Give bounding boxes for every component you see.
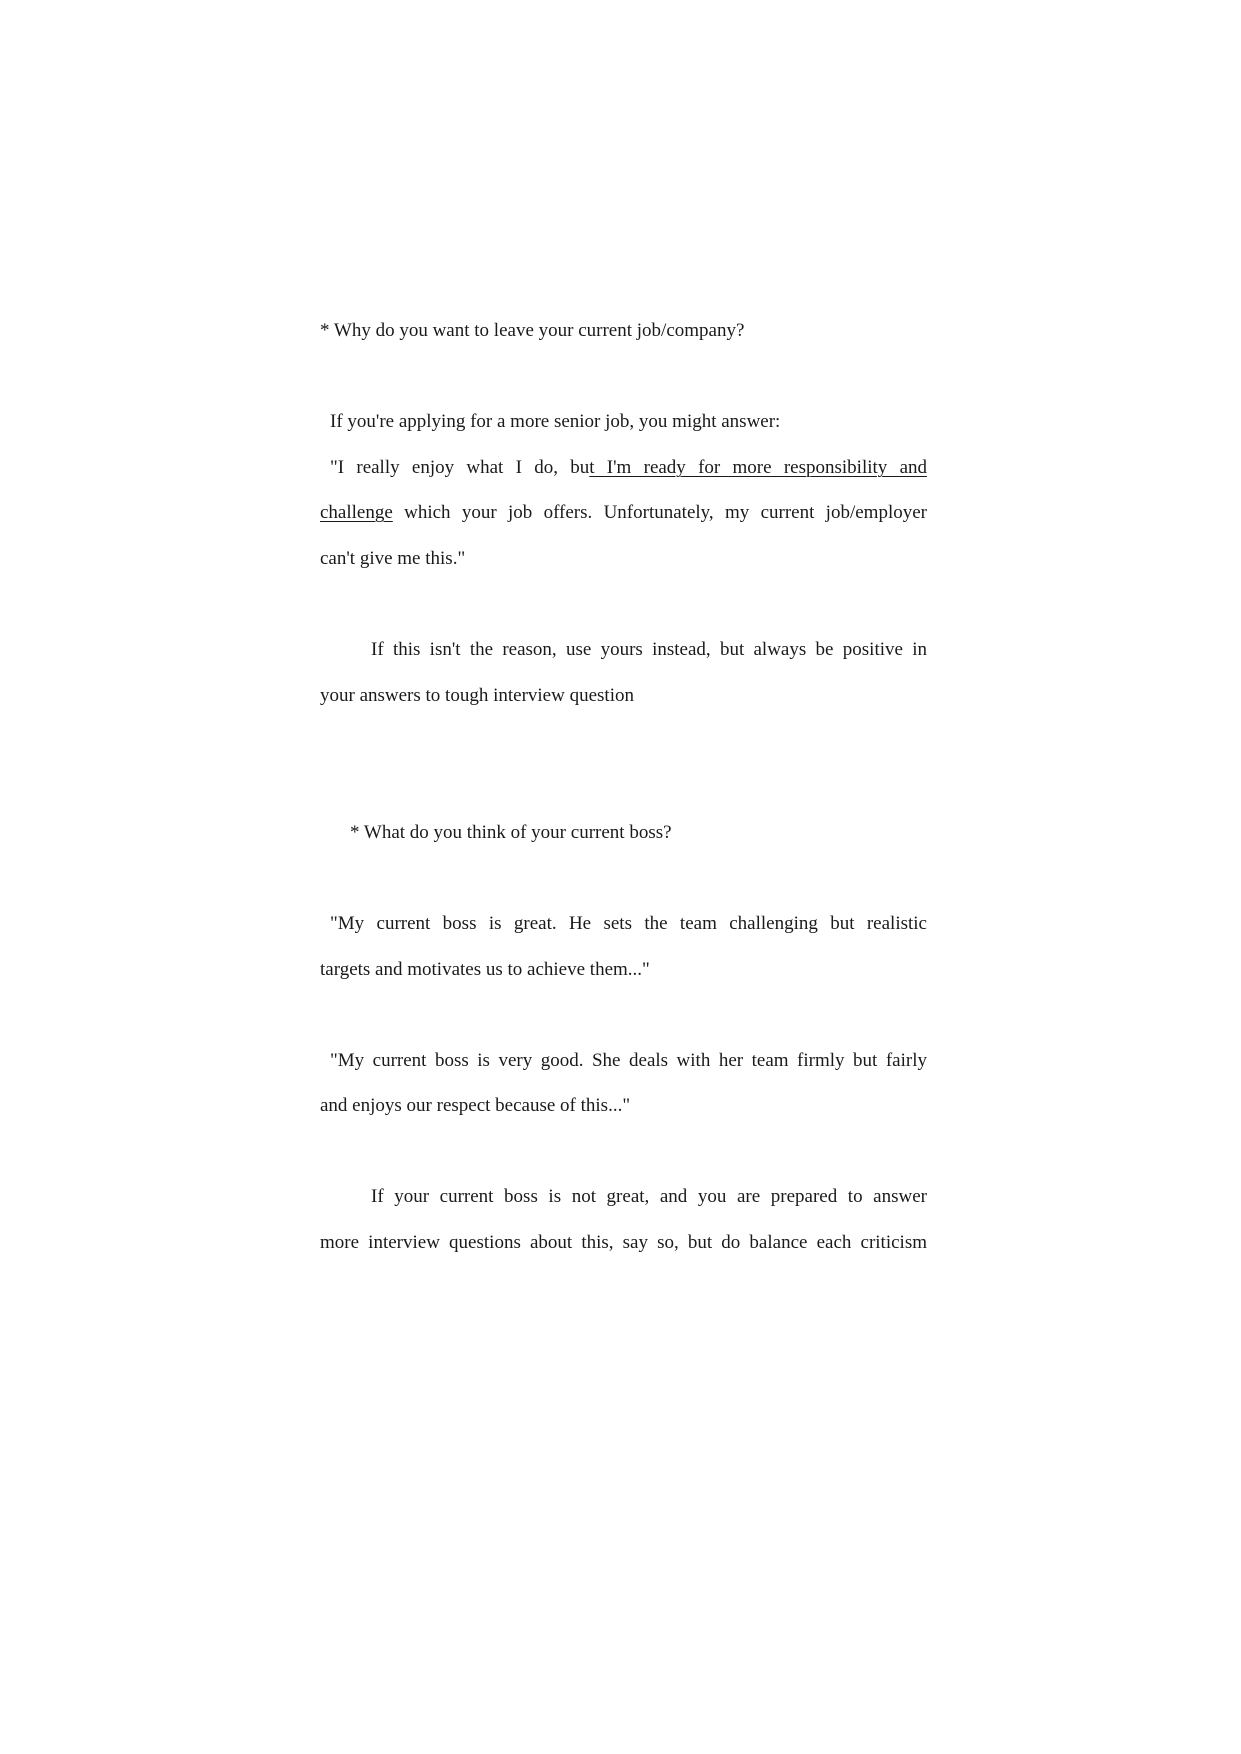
answer-1-line-2: targets and motivates us to achieve them..." <box>320 959 650 980</box>
quote-line-2 <box>320 501 927 525</box>
question-current-boss: * What do you think of your current boss? <box>350 822 672 843</box>
advice-2-line-2: more interview questions about this, say so, but do balance each criticism <box>320 1232 927 1253</box>
quote-line-1 <box>330 456 927 480</box>
answer-1-line-1: "My current boss is great. He sets the team challenging but realistic <box>330 913 927 934</box>
quote-line-2-underlined: challenge <box>320 502 393 523</box>
advice-1-line-1: If this isn't the reason, use yours instead, but always be positive in <box>371 639 927 660</box>
quote-line-3: can't give me this." <box>320 548 466 569</box>
quote-line-1-underlined: t I'm ready for more responsibility and <box>589 457 928 478</box>
answer-2-line-1: "My current boss is very good. She deals with her team firmly but fairly <box>330 1050 927 1071</box>
advice-2-line-1: If your current boss is not great, and you are prepared to answer <box>371 1186 927 1207</box>
question-leave-job: * Why do you want to leave your current job/company? <box>320 320 745 341</box>
quote-line-1-plain: "I really enjoy what I do, bu <box>330 457 590 478</box>
answer-2-line-2: and enjoys our respect because of this..." <box>320 1095 631 1116</box>
quote-line-2-plain: which your job offers. Unfortunately, my current job/employer <box>392 502 927 523</box>
advice-1-line-2: your answers to tough interview question <box>320 685 634 706</box>
senior-job-intro: If you're applying for a more senior job, you might answer: <box>330 411 781 432</box>
